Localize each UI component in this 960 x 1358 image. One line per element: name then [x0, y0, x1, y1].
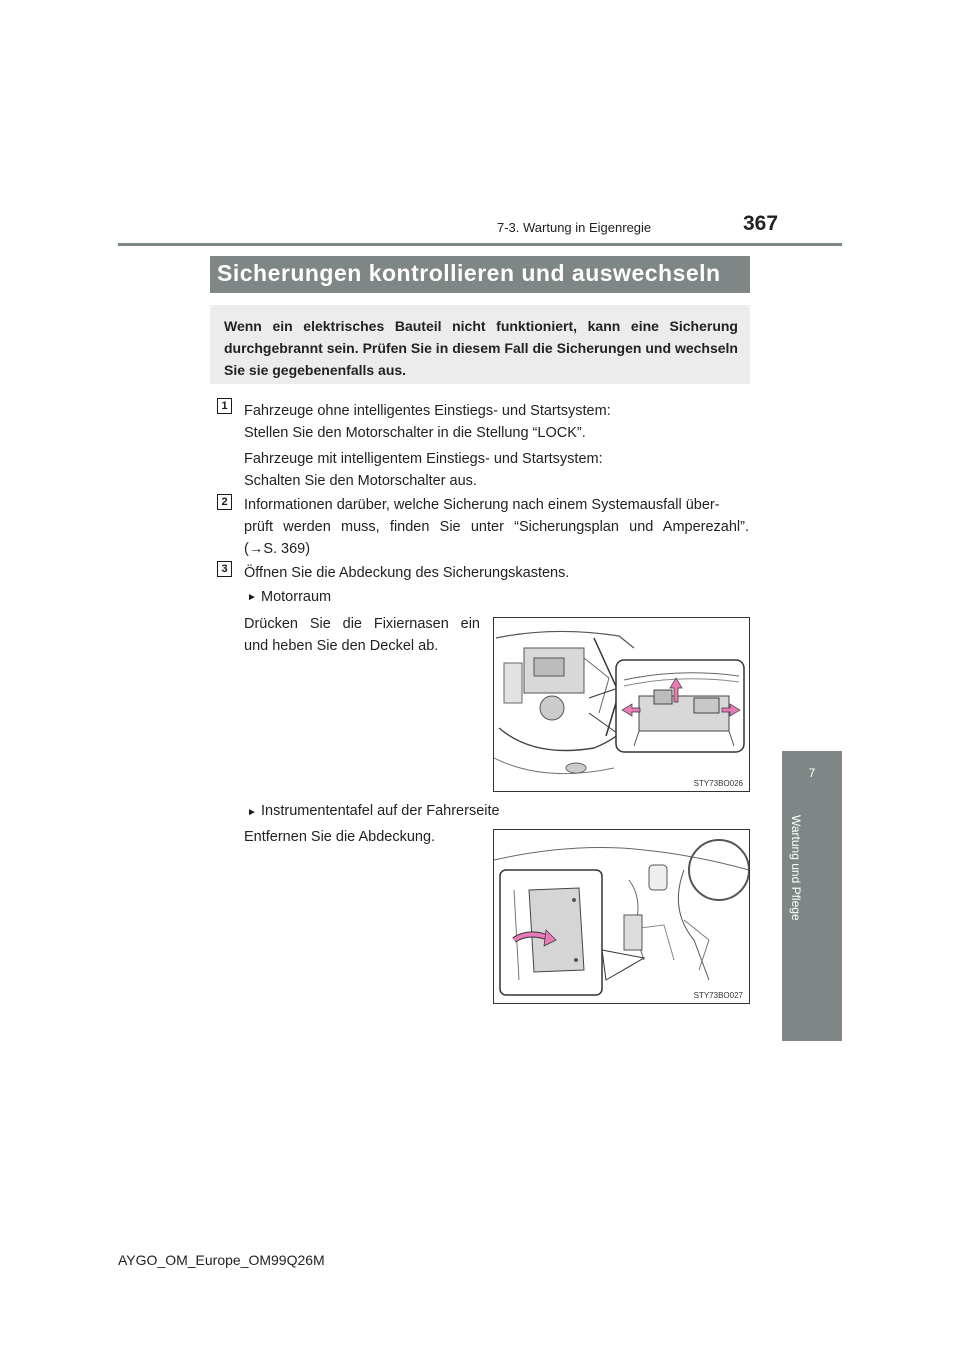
step-2-line-3: (→S. 369)	[244, 541, 311, 557]
intro-text: Wenn ein elektrisches Bauteil nicht funktioniert, kann eine Sicherung durchgebrannt sein. Prüfen Sie in diesem Fall die Sicherungen und wechseln Sie sie gegebenenfalls aus.	[224, 318, 738, 378]
step-1-line-3: Fahrzeuge mit intelligentem Einstiegs- und Startsystem:	[244, 451, 603, 467]
header-section-title: 7-3. Wartung in Eigenregie	[497, 220, 652, 235]
bullet-icon: ►	[247, 592, 257, 603]
subsection-heading-engine: Motorraum	[261, 589, 332, 605]
figure-code-engine: STY73BO026	[693, 779, 743, 788]
section-title: Sicherungen kontrollieren und auswechseln	[217, 260, 721, 286]
step-3-line-1: Öffnen Sie die Abdeckung des Sicherungskastens.	[244, 565, 570, 581]
footer-document-code: AYGO_OM_Europe_OM99Q26M	[118, 1252, 325, 1268]
intro-box	[210, 305, 750, 384]
engine-bay-illustration	[494, 618, 749, 791]
step-marker-2: 2	[217, 494, 232, 510]
section-title-bar	[210, 256, 750, 293]
chapter-tab-number	[782, 751, 842, 811]
engine-text-line-1: Drücken Sie die Fixiernasen ein	[244, 616, 480, 632]
engine-fuse-box-figure	[493, 617, 750, 792]
step-1-line-1: Fahrzeuge ohne intelligentes Einstiegs- und Startsystem:	[244, 403, 611, 419]
bullet-icon: ►	[247, 807, 257, 818]
dashboard-text-line-1: Entfernen Sie die Abdeckung.	[244, 829, 436, 845]
step-1-line-4: Schalten Sie den Motorschalter aus.	[244, 473, 477, 489]
step-marker-1: 1	[217, 398, 232, 414]
chapter-number: 7	[808, 766, 816, 780]
engine-text-line-2: und heben Sie den Deckel ab.	[244, 638, 439, 654]
header-divider	[118, 243, 842, 246]
subsection-heading-dashboard: Instrumententafel auf der Fahrerseite	[261, 803, 500, 819]
chapter-label: Wartung und Pflege	[789, 815, 803, 921]
step-2-line-2: prüft werden muss, finden Sie unter “Sicherungsplan und Amperezahl”.	[244, 519, 749, 535]
dashboard-fuse-box-figure	[493, 829, 750, 1004]
dashboard-illustration	[494, 830, 749, 1003]
step-1-line-2: Stellen Sie den Motorschalter in die Stellung “LOCK”.	[244, 425, 586, 441]
chapter-tab-label	[782, 811, 842, 1041]
step-2-line-1: Informationen darüber, welche Sicherung nach einem Systemausfall über-	[244, 497, 720, 513]
figure-code-dashboard: STY73BO027	[693, 991, 743, 1000]
step-marker-3: 3	[217, 561, 232, 577]
page-number: 367	[743, 212, 779, 235]
